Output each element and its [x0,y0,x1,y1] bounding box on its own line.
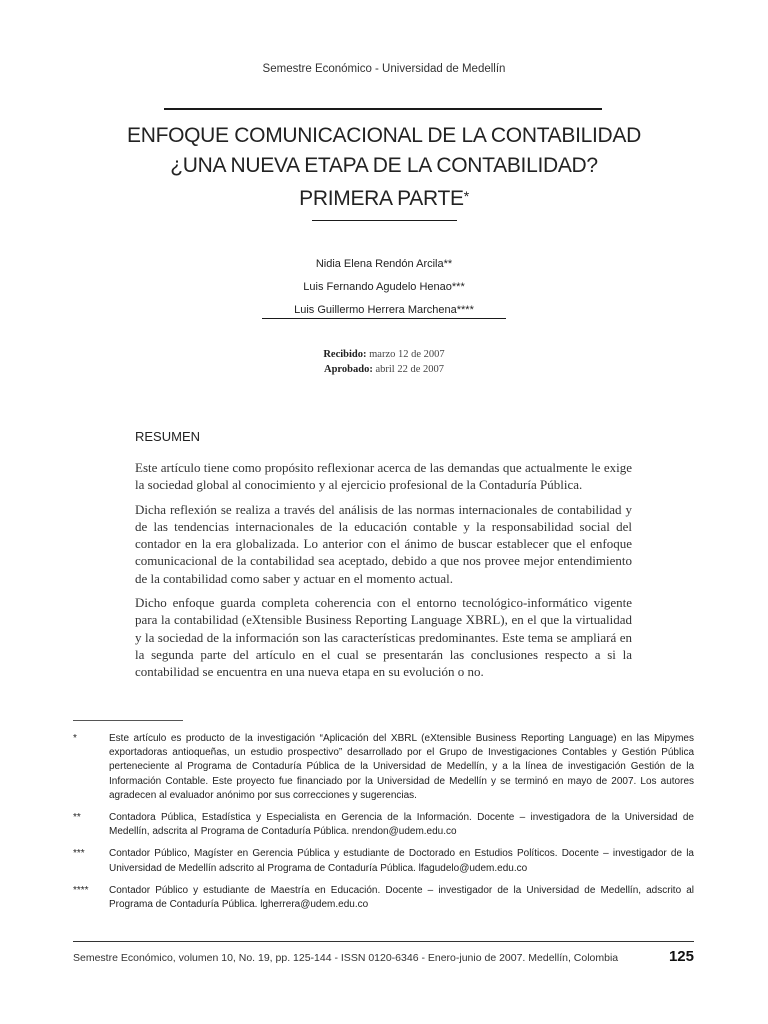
author-3-mark[interactable]: **** [456,304,474,316]
author-1 [200,252,568,275]
author-2 [200,275,568,298]
footnote-4 [73,884,694,912]
author-2-name: Luis Fernando Agudelo Henao [303,281,452,293]
title-line-3 [120,181,648,214]
top-rule [164,108,602,110]
article-title [120,121,648,214]
journal-citation: Semestre Económico, volumen 10, No. 19, pp. 125-144 - ISSN 0120-6346 - Enero-junio de 2007. Medellín, Colombia [73,952,619,964]
approved-label: Aprobado: [324,364,373,375]
footnote-2-mark: ** [73,812,81,824]
abstract-body [135,459,632,688]
received-label: Recibido: [323,349,367,360]
abstract-heading: RESUMEN [135,429,201,444]
footnote-3-mark: *** [73,848,85,860]
page-number: 125 [668,948,694,965]
running-head: Semestre Económico - Universidad de Medellín [262,63,506,75]
footnote-1-text: Este artículo es producto de la investigación “Aplicación del XBRL (eXtensible Business Reporting Language) en las Mipymes exportadoras antioqueñas, un estudio prospectivo” desarrollado por el Grupo de Investigaciones Contables y Gestión Pública perteneciente al Programa de Contaduría Pública de la Universidad de Medellín, y a la línea de investigación Gestión de la Información Contable. Este proyecto fue financiado por la Universidad de Medellín y se terminó en mayo de 2007. Los autores agradecen al evaluador anónimo por sus correcciones y sugerencias. [109,733,694,801]
footnote-2 [73,811,694,839]
author-3-name: Luis Guillermo Herrera Marchena [294,304,457,316]
footnote-4-text: Contador Público y estudiante de Maestría en Educación. Docente – investigador de la Universidad de Medellín, adscrito al Programa de Contaduría Pública. lgherrera@udem.edu.co [109,884,694,911]
approved-value: abril 22 de 2007 [375,364,444,375]
footnote-1-mark: * [73,733,77,744]
footnote-1 [73,732,694,803]
authors-rule [262,318,506,319]
abstract-paragraph-3: Dicho enfoque guarda completa coherencia con el entorno tecnológico-informático vigente para la contabilidad (eXtensible Business Reporting Language XBRL), en el que la virtualidad y la sociedad de la información son las características predominantes. Este tema se ampliará en la segunda parte del artículo en el cual se presentarán las conclusiones respecto a si la contabilidad se encuentra en una nueva etapa en su evolución o no. [135,595,632,680]
received-date [0,347,768,362]
author-list [200,252,568,321]
title-line-3-text: PRIMERA PARTE [299,187,464,210]
author-1-name: Nidia Elena Rendón Arcila [315,258,444,270]
received-value: marzo 12 de 2007 [369,349,445,360]
footnote-2-text: Contadora Pública, Estadística y Especialista en Gerencia de la Información. Docente – investigadora de la Universidad de Medellín, adscrita al Programa de Contaduría Pública. nrendon@udem.edu.co [109,812,694,838]
footnote-3 [73,847,694,875]
abstract-paragraph-1: Este artículo tiene como propósito reflexionar acerca de las demandas que actualmente le exige la sociedad global al conocimiento y al ejercicio profesional de la Contaduría Pública. [135,460,632,493]
submission-dates [0,347,768,377]
abstract-paragraph-2: Dicha reflexión se realiza a través del análisis de las normas internacionales de contabilidad y de las tendencias internacionales de la educación contable y la responsabilidad social del contador en la era globalizada. Lo anterior con el ánimo de buscar establecer que el enfoque comunicacional de la contabilidad sea aceptado, debido a que nos provee mejor entendimiento de la contabilidad como saber y actuar en el momento actual. [135,501,632,586]
approved-date [0,362,768,377]
footnote-3-text: Contador Público, Magíster en Gerencia Pública y estudiante de Doctorado en Estudios Políticos. Docente – investigador de la Universidad de Medellín adscrito al Programa de Contaduría Pública. lfagudelo@udem.edu.co [109,848,694,874]
title-line-2: ¿UNA NUEVA ETAPA DE LA CONTABILIDAD? [170,154,598,177]
title-footnote-mark[interactable]: * [463,188,469,204]
footer-rule [73,941,694,942]
title-rule [312,220,457,221]
page-footer [73,948,694,965]
footnote-rule [73,720,183,721]
footnote-4-mark: **** [73,884,89,896]
footnotes [73,732,694,920]
author-2-mark[interactable]: *** [451,281,465,293]
title-line-1: ENFOQUE COMUNICACIONAL DE LA CONTABILIDAD [127,124,641,147]
author-1-mark[interactable]: ** [443,258,453,270]
